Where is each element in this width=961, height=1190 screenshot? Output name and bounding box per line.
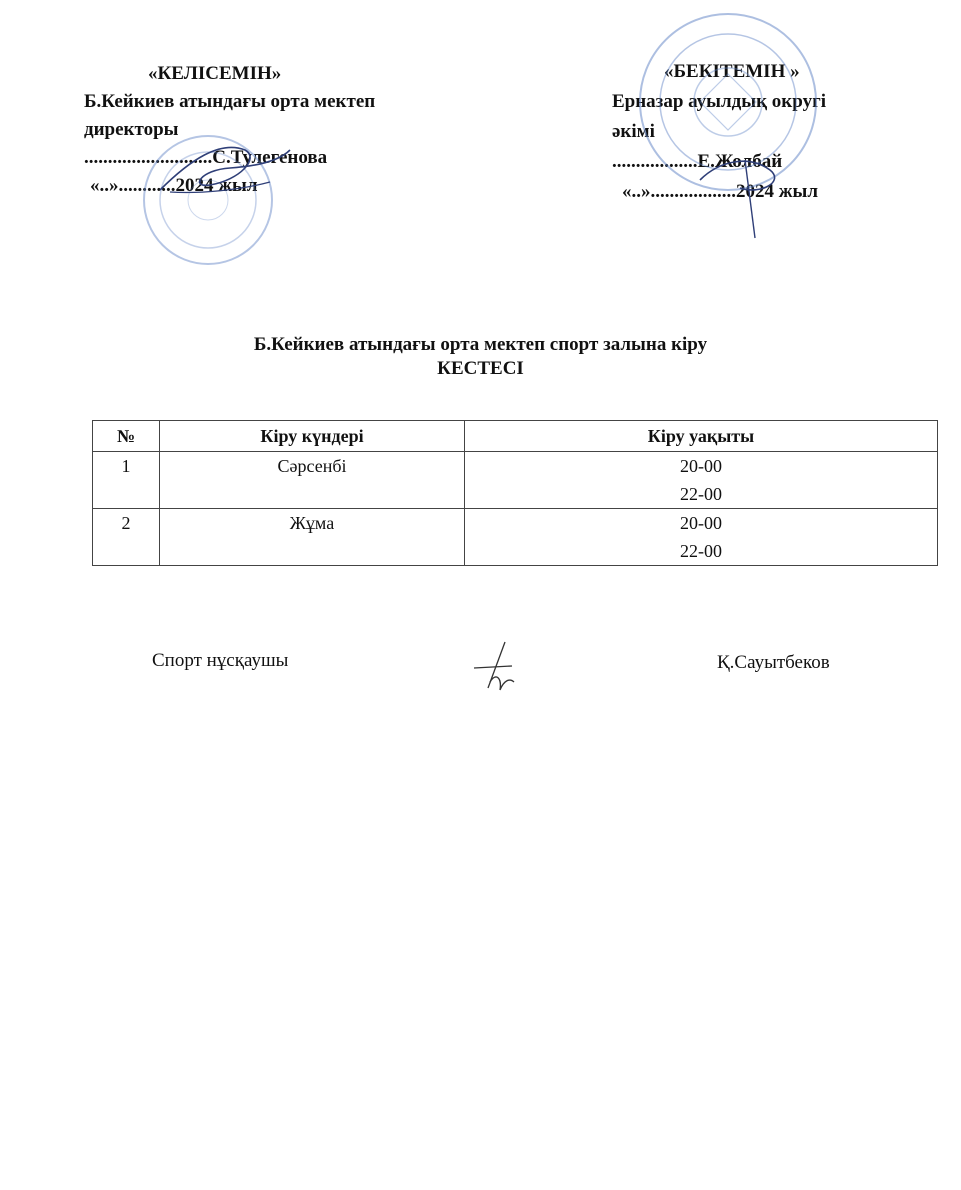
right-date-line: «..»..................2024 жыл: [622, 181, 819, 202]
table-row: [93, 509, 938, 566]
left-signature-line: ...........................С.Тулегенова: [84, 147, 328, 168]
row-day: Сәрсенбі: [160, 452, 465, 509]
header-days: Кіру күндері: [160, 421, 465, 452]
document-title: [0, 333, 961, 381]
header-time: Кіру уақыты: [465, 421, 938, 452]
right-signature-line: ..................Е.Жолбай: [612, 151, 783, 172]
left-approval-block: [84, 62, 484, 198]
row-number: 2: [93, 509, 160, 566]
table-row: [93, 452, 938, 509]
instructor-signature: [470, 638, 530, 698]
left-approval-heading: «КЕЛІСЕМІН»: [148, 63, 282, 84]
time-start: 20-00: [680, 513, 722, 533]
time-end: 22-00: [680, 484, 722, 504]
row-day: Жұма: [160, 509, 465, 566]
left-approval-line2: директоры: [84, 119, 179, 140]
left-approval-line1: Б.Кейкиев атындағы орта мектеп: [84, 91, 376, 112]
time-end: 22-00: [680, 541, 722, 561]
right-approval-block: [612, 60, 942, 204]
right-approval-line1: Ерназар ауылдық округі: [612, 91, 826, 112]
table-header-row: [93, 421, 938, 452]
footer-name: Қ.Сауытбеков: [717, 652, 830, 673]
row-time: [465, 452, 938, 509]
left-date-line: «..»............2024 жыл: [90, 175, 258, 196]
right-approval-line2: әкімі: [612, 121, 655, 142]
time-start: 20-00: [680, 456, 722, 476]
title-line1: Б.Кейкиев атындағы орта мектеп спорт залына кіру: [253, 334, 708, 355]
right-approval-heading: «БЕКІТЕМІН »: [664, 61, 800, 82]
header-number: №: [93, 421, 160, 452]
title-line2: КЕСТЕСІ: [437, 358, 524, 379]
row-time: [465, 509, 938, 566]
footer-role: Спорт нұсқаушы: [152, 650, 289, 671]
row-number: 1: [93, 452, 160, 509]
schedule-table: [92, 420, 938, 566]
